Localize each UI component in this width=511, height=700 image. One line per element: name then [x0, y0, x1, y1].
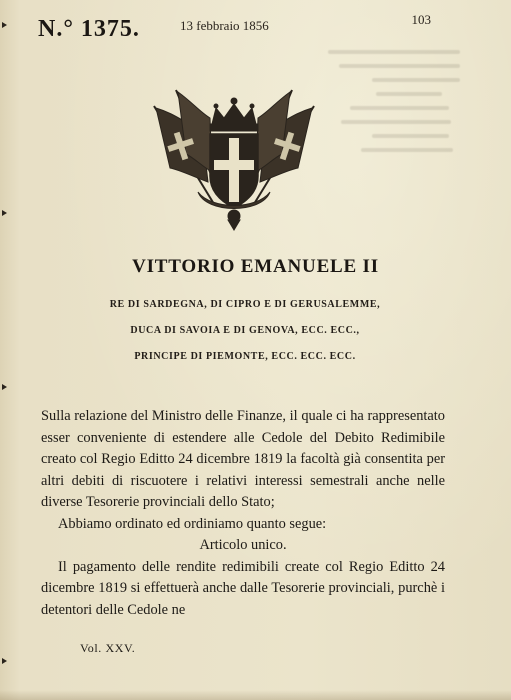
- page-edge-mark: [2, 658, 7, 664]
- royal-crest-icon: [146, 84, 322, 232]
- page-edge-mark: [2, 22, 7, 28]
- decree-date: 13 febbraio 1856: [180, 18, 269, 33]
- royal-title-line: DUCA DI SAVOIA E DI GENOVA, ECC. ECC.,: [130, 325, 360, 336]
- preamble-paragraph: Sulla relazione del Ministro delle Finanze, il quale ci ha rappresentato esser conveniente di estendere alle Cedole del Debito Redimibile creato col Regio Editto 24 dicembre 1819 la facoltà già consentita per altri debiti di riscuotere i relativi interessi semestrali anche nelle diverse Tesorerie provinciali dello Stato;: [41, 408, 445, 510]
- king-name: VITTORIO EMANUELE II: [132, 256, 379, 277]
- ordained-line: Abbiamo ordinato ed ordiniamo quanto segue:: [58, 515, 327, 532]
- page-edge-mark: [2, 384, 7, 390]
- page-bottom-edge: [0, 690, 511, 700]
- article-paragraph: Il pagamento delle rendite redimibili create col Regio Editto 24 dicembre 1819 si effettuerà anche dalle Tesorerie provinciali, purchè i detentori delle Cedole ne: [41, 558, 445, 618]
- volume-signature: Vol. XXV.: [80, 641, 136, 655]
- article-heading: Articolo unico.: [199, 537, 287, 553]
- royal-title-line: PRINCIPE DI PIEMONTE, ECC. ECC. ECC.: [134, 351, 356, 362]
- decree-body: [41, 406, 445, 621]
- page-number: 103: [411, 12, 431, 27]
- page-edge-mark: [2, 210, 7, 216]
- royal-titles: [0, 292, 490, 370]
- decree-number: N.° 1375.: [38, 16, 140, 42]
- royal-title-line: RE DI SARDEGNA, DI CIPRO E DI GERUSALEMME,: [109, 299, 381, 310]
